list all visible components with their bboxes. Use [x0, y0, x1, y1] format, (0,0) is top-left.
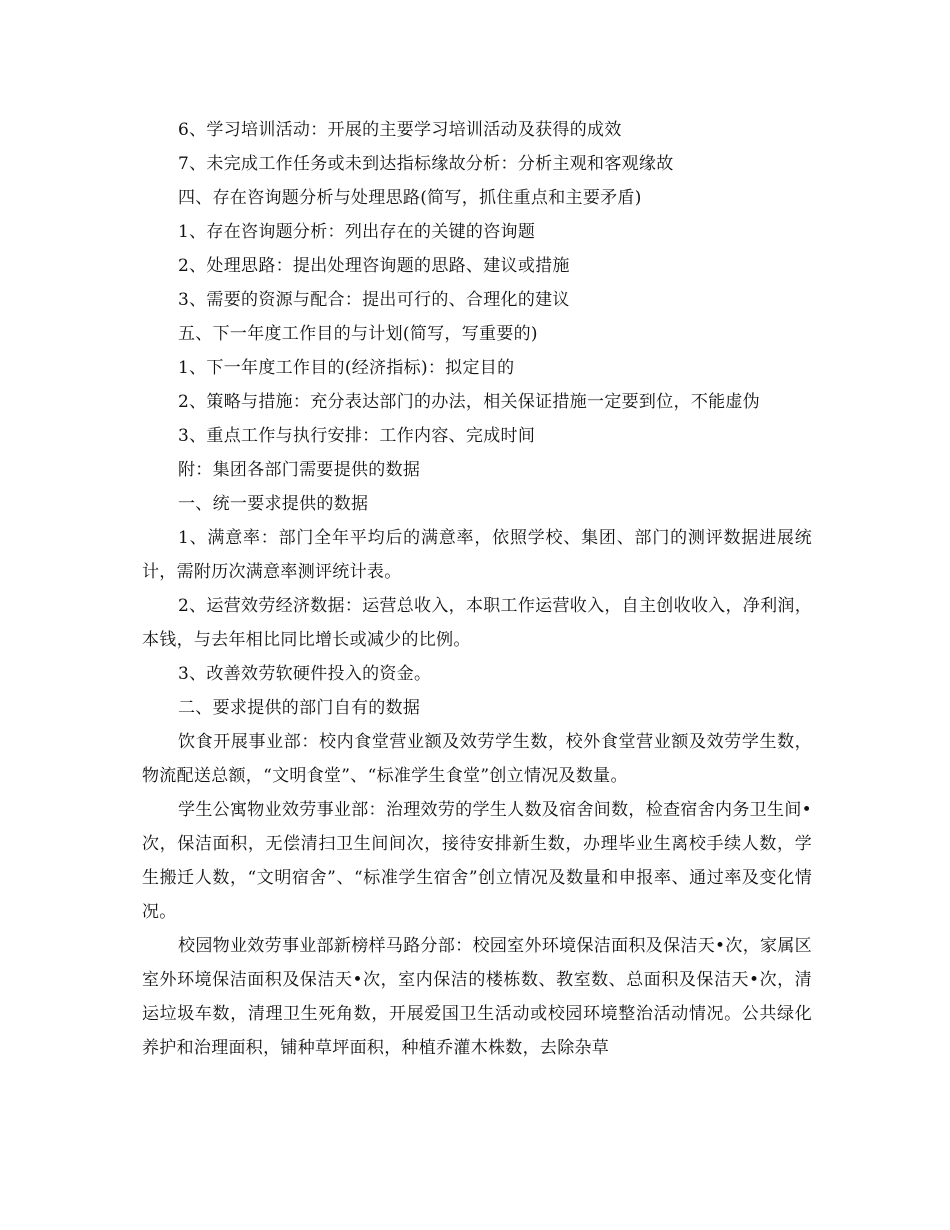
paragraph-unfinished-tasks: 7、未完成工作任务或未到达指标缘故分析：分析主观和客观缘故 [178, 154, 674, 174]
paragraph-study-training: 6、学习培训活动：开展的主要学习培训活动及获得的成效 [178, 120, 622, 140]
heading-next-year-plan: 五、下一年度工作目的与计划(简写，写重要的) [178, 324, 538, 344]
paragraph-strategy: 2、策略与措施：充分表达部门的办法，相关保证措施一定要到位，不能虚伪 [178, 392, 761, 412]
paragraph-problem-analysis: 1、存在咨询题分析：列出存在的关键的咨询题 [178, 222, 536, 242]
document-body [142, 113, 812, 1065]
paragraph-resources: 3、需要的资源与配合：提出可行的、合理化的建议 [178, 290, 570, 310]
heading-problems-analysis: 四、存在咨询题分析与处理思路(简写，抓住重点和主要矛盾) [178, 188, 642, 208]
paragraph-student-apartment: 学生公寓物业效劳事业部：治理效劳的学生人数及宿舍间数，检查宿舍内务卫生间•次，保洁面积，无偿清扫卫生间间次，接待安排新生数，办理毕业生离校手续人数，学生搬迁人数，“文明宿舍”、“标准学生宿舍”创立情况及数量和申报率、通过率及变化情况。 [142, 800, 812, 922]
heading-department-data: 二、要求提供的部门自有的数据 [178, 698, 421, 718]
heading-unified-data: 一、统一要求提供的数据 [178, 494, 369, 514]
paragraph-campus-property: 校园物业效劳事业部新榜样马路分部：校园室外环境保洁面积及保洁天•次，家属区室外环境保洁面积及保洁天•次，室内保洁的楼栋数、教室数、总面积及保洁天•次，清运垃圾车数，清理卫生死角数，开展爱国卫生活动或校园环境整治活动情况。公共绿化养护和治理面积，铺种草坪面积，种植乔灌木株数，去除杂草 [142, 936, 812, 1058]
heading-appendix: 附：集团各部门需要提供的数据 [178, 460, 421, 480]
paragraph-key-work: 3、重点工作与执行安排：工作内容、完成时间 [178, 426, 536, 446]
paragraph-investment: 3、改善效劳软硬件投入的资金。 [178, 664, 432, 684]
paragraph-catering: 饮食开展事业部：校内食堂营业额及效劳学生数，校外食堂营业额及效劳学生数，物流配送总额，“文明食堂”、“标准学生食堂”创立情况及数量。 [142, 732, 812, 786]
paragraph-next-year-goals: 1、下一年度工作目的(经济指标)：拟定目的 [178, 358, 515, 378]
paragraph-economic-data: 2、运营效劳经济数据：运营总收入，本职工作运营收入，自主创收收入，净利润，本钱，与去年相比同比增长或减少的比例。 [142, 596, 812, 650]
paragraph-solution-ideas: 2、处理思路：提出处理咨询题的思路、建议或措施 [178, 256, 570, 276]
paragraph-satisfaction: 1、满意率：部门全年平均后的满意率，依照学校、集团、部门的测评数据进展统计，需附历次满意率测评统计表。 [142, 528, 812, 582]
